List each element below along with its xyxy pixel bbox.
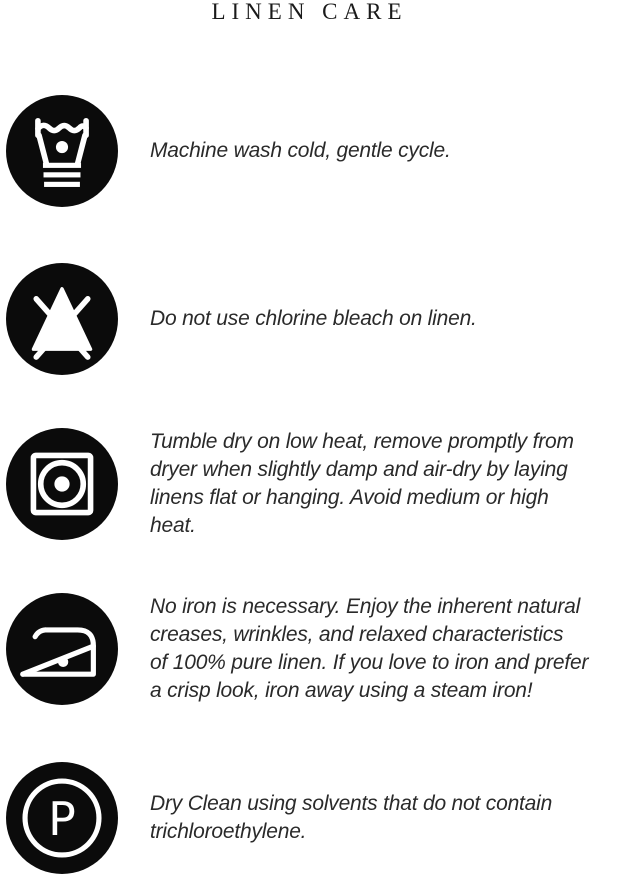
care-text-line: linens flat or hanging. Avoid medium or high (150, 486, 549, 509)
page-title: LINEN CARE (211, 0, 408, 24)
care-text-line: of 100% pure linen. If you love to iron and prefer (150, 651, 589, 674)
care-text-line: No iron is necessary. Enjoy the inherent natural (150, 595, 581, 618)
care-text-tumble-dry (150, 428, 574, 540)
care-text-dry-clean (150, 790, 552, 846)
dry-clean-icon (6, 762, 118, 874)
care-text-line: a crisp look, iron away using a steam iron! (150, 679, 533, 702)
care-row-iron (0, 593, 631, 705)
care-text-line: dryer when slightly damp and air-dry by laying (150, 458, 568, 481)
care-text-line: Tumble dry on low heat, remove promptly from (150, 430, 574, 453)
care-text-line: Dry Clean using solvents that do not contain (150, 792, 553, 815)
care-text-line: heat. (150, 514, 196, 537)
care-row-dry-clean (0, 762, 631, 874)
care-text-machine-wash (150, 137, 451, 165)
care-text-iron (150, 593, 588, 705)
care-text-no-bleach (150, 305, 477, 333)
care-text-line: creases, wrinkles, and relaxed characteristics (150, 623, 564, 646)
dry-clean-letter: P (48, 791, 76, 846)
machine-wash-icon (6, 95, 118, 207)
tumble-dry-low-icon (6, 428, 118, 540)
no-bleach-icon (6, 263, 118, 375)
care-row-no-bleach (0, 263, 631, 375)
care-text-line: trichloroethylene. (150, 820, 307, 843)
iron-icon (6, 593, 118, 705)
care-row-machine-wash (0, 95, 631, 207)
care-text-line: Machine wash cold, gentle cycle. (150, 139, 451, 162)
care-text-line: Do not use chlorine bleach on linen. (150, 307, 477, 330)
care-row-tumble-dry (0, 428, 631, 540)
